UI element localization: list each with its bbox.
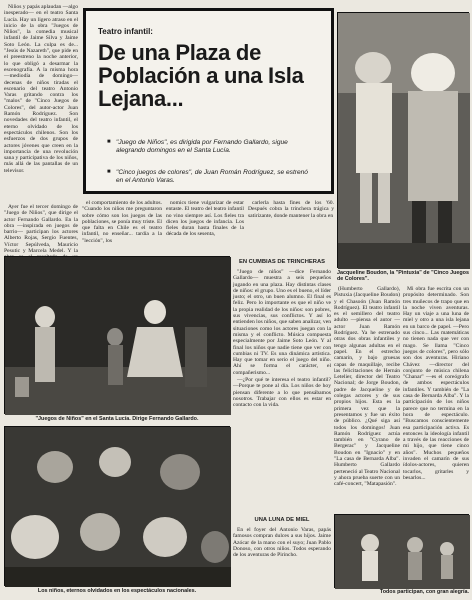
bullet-1: ■ "Juego de Niños", es dirigida por Fernando Gallardo, sigue alegrando domingos en el Santa Lucía. bbox=[116, 139, 311, 155]
photo-puppets-image bbox=[338, 13, 470, 269]
headline-box bbox=[83, 8, 334, 194]
photo-participation-image bbox=[335, 515, 470, 589]
caption-middle-left: "Juegos de Niños" en el Santa Lucía. Dirige Fernando Gallardo. bbox=[35, 416, 199, 422]
column-right-b: Mi obra fue escrita con un propósito determinado. Son tres muñecos de trapo que en la noche viven aventuras. Hay un viaje a una luna de miel y otro a una isla lejana en un barco de papel. —Pero sus cinco... Las matemáticas no tienen nada que ver con mago. Se llama "Cinco juegos de colores", pero sólo son dos aventuras. Hiriano Chávez —director del conjunto de música chilena "Chanar" —es el coreógrafo de ambos espectáculos infantiles. Y también de "La casa de Bernarda Alba". Y la participación de los niños parece que no termina en la hora de espectáculo. "Buscamos conscientemente esa participación activa. Es entonces la ideología infantil a través de las reacciones de mi hijo, que tiene cinco años". Muchos pequeños invaden el camarín de sus ídolos-actores, quieren tocarlos, gritarles y besarlos... bbox=[403, 286, 469, 481]
column-center: EN CUMBIAS DE TRINCHERAS "Juego de niños" —dice Fernando Gallardo— muestra a seis pequeños jugando en una plaza. Hay distintas clases de niños: el grupo. Uno es el bueno, el líder justo; el otro, un buen alumno. El final es feliz. Pero lo importante es que el niño ve la propia realidad de los niños: son pobres, sus vivencias, sus conflictos. Y así lo entienden los niños, que saben analizar, ven situaciones como los actores juegan con la misma y el conflicto. Música compuesta especialmente por Jaime Soto León. Y al final los niños que nadie tiene que ver con cumbias ni TV. Es una dinámica artística. Hay que tomar en serio el juego del niño. Ahí se forma el carácter, el compañerismo... —¿Por qué te interesa el teatro infantil? —Porque te pone al día. Los niños de hoy piensan diferente a lo que pensábamos nosotros. Trabajar con ellos es estar en contacto con la vida. bbox=[233, 259, 331, 409]
column-mid-b: nomics tiene vulgarizar de estar entaste. El teatro del teatro infantil no vino siempre así. Los fieles tra dicen los juegos de infancia. Los fieles duran hasta finales de la década de los sesenta, bbox=[166, 200, 244, 238]
subhead-luna: UNA LUNA DE MIEL bbox=[254, 517, 310, 523]
headline: De una Plaza de Población a una Isla Lejana... bbox=[98, 40, 304, 111]
kicker: Teatro infantil: bbox=[98, 27, 153, 36]
caption-bottom-right: Todos participan, con gran alegría. bbox=[379, 589, 469, 595]
photo-puppets bbox=[337, 12, 469, 268]
subhead-cumbias: EN CUMBIAS DE TRINCHERAS bbox=[239, 259, 325, 265]
caption-bottom-left: Los niños, eternos olvidados en los espectáculos nacionales. bbox=[37, 588, 197, 594]
photo-stage bbox=[4, 256, 230, 414]
column-mid-c: carlerla hasta fines de los '60. Después cobra la trinchera trágica y satirizante, donde mantener la obra en bbox=[248, 200, 334, 219]
caption-top-right: Jacqueline Boudon, la "Pintuxia" de "Cinco Juegos de Colores". bbox=[337, 270, 469, 283]
bullet-2: ■ "Cinco juegos de colores", de Juan Román Rodríguez, se estrenó en el Antonio Varas. bbox=[116, 169, 311, 185]
photo-participation bbox=[334, 514, 469, 588]
column-mid-a: el comportamiento de los adultos. "Cuando los niños me preguntaron sobre cómo son los juegos de las poblaciones, se ponía muy triste. El que falta en Chile es el teatro infantil, no enseñar... tardía a la "lección", los bbox=[82, 200, 162, 244]
photo-children bbox=[4, 426, 230, 586]
column-left-bottom: Ayer fue el tercer domingo de "Juego de Niños", que dirige el actor Fernando Gallardo. En la obra —inspirada en juegos de barrio— participan los actores Alberto Rojas, Sergio Fuentes, Víctor Sepúlveda, Mauricio Pesutic y Marcela Medel. Y la bbox=[4, 204, 78, 255]
column-right-a: (Humberto Gallardo), Pistuxia (Jacqueline Boudon) y el Chasoón (Juan Ramón Rodríguez). El teatro infantil es el semillero del teatro adulto —piensa el autor —actor Juan Ramón Rodríguez. Ya he estrenado otras dos obras infantiles y tengo algunas adultas en el papel. En el estrecho camarín, y bajo gruesas capas de maquillaje, recibe las felicitaciones de Hernán Letelier, director del Teatro Nacional; de Jorge Boudon, padre de Jacqueline y de colegas actores y de sus propios hijos. Esta es la primera vez que la presentamos y fue un éxito de público. ¿Qué siga así todos los domingos! Juan Ramón Rodríguez actúa también en "Cyrano de Bergerac" y Jacqueline Boudon en "Ignacio" y en "La casa de Bernarda Alba". Humberto Gallardo perteneció al Teatro Nacional y ahora prueba suerte con un café-concert, "Matapasión". bbox=[334, 286, 400, 488]
column-left-top: Niños y papás aplaudan —algo inesperado— en el teatro Santa Lucía. Hay un ligero atraso en el inicio de la obra "Juegos de Niños", la comedia musical infantil de Jaime Silva y Jaime Soto León. La culpa es de... "Jesús de Nazareth", que pide en el preestreno la noche anterior, lo que obligó a desarmar la escenografía. A la misma hora —mediodía de domingo— decenas de niños tiradas el escenario del teatro Antonio Varas gritando contra los "malos" de "Cinco Juegos de Colores", del autor-actor Juan Ramón Rodríguez. Son novedades del teatro infantil, el eterno olvidado de los espectáculos chilenos. Son los esfuerzos de dos grupos de actores jóvenes que creen en la importancia de una revolución sana y participativa de los niños, más allá de las pantallas de un televisor. bbox=[4, 4, 78, 174]
photo-children-image bbox=[5, 427, 231, 587]
photo-stage-image bbox=[5, 257, 231, 415]
column-center-bottom: UNA LUNA DE MIEL En el foyer del Antonio Varas, papás famosos compran dulces a sus hijos. Jaime Azócar de la mano con el suyo; Juan Pablo Donoso, con otros niños. Todos esperando de los aventuras de Pirincho. bbox=[233, 517, 331, 559]
